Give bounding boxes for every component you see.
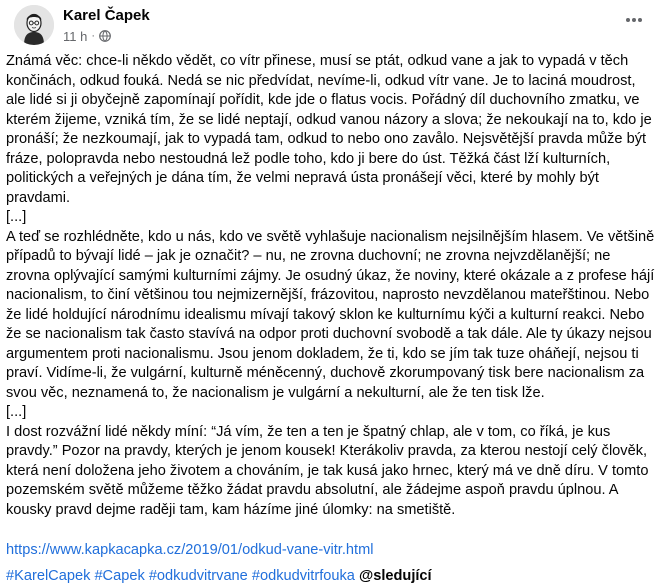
post-paragraph: Známá věc: chce-li někdo vědět, co vítr přinese, musí se ptát, odkud vane a jak to vypadá v těch končinách, odkud fouká. Nedá se nic předvídat, nevíme-li, odkud vítr vane. Je to laciná moudrost, ale lidé si ji obyčejně zapomínají pořídit, kde jde o flatus vocis. Pořádný díl duchovního zmatku, ve kterém žijeme, vzniká tím, že se lidé neptají, odkud vanou názory a slova; že nekoukají na to, kdo je pronáší; že nezkoumají, jak to vypadá tam, odkud to nebo ono zavålo. Nejsvětější pravda může být fráze, polopravda nebo nestoudná lež podle toho, kdo ji bere do úst. Těžká část lží kulturních, politických a veřejných je dána tím, že velmi nepravá ústa pronášejí věci, které by mohly být pravdami.: [6, 53, 652, 206]
post-ellipsis: [...]: [6, 404, 27, 420]
post-paragraph: I dost rozvážní lidé někdy míní: “Já vím, že ten a ten je špatný chlap, ale v tom, co říká, je kus pravdy.” Pozor na pravdy, kterých je jenom kousek! Kterákoliv pravda, za kterou nestojí celý člověk, která není doložena jeho životem a chováním, je tak kusá jako hrnec, který má ve dně díru. V tomto pozemském světě můžeme těžko žádat pravdu absolutní, ale žádejme aspoň pravdu úplnou. A kousky pravd dejme raději tam, kam házíme jiné úlomky: na smetiště.: [6, 423, 649, 518]
hashtag[interactable]: #odkudvitrvane: [148, 568, 248, 584]
post-timestamp[interactable]: 11 h: [63, 28, 88, 44]
post-paragraph: A teď se rozhlédněte, kdo u nás, kdo ve světě vyhlašuje nacionalism nejsilnějším hlasem. Ve většině případů to bývají lidé – jak je označit? – nu, ne zrovna duchovní; ne zrovna nejvzdělanější; ne zrovna oplývající samými kulturními zájmy. Je osudný úkaz, že noviny, které okázale a z profese hájí nacionalism, to činí většinou tou nejmizernější, frázovitou, naprosto nevzdělanou mateřštinou. Nebo že lidé holdující národnímu idealismu mívají takový sklon ke kulturnímu kýči a kulturní reakci. Nebo že se nacionalism tak často stavívá na odpor proti duchovní svobodě a tak dále. Ale ty úkazy nejsou argumentem proti nacionalismu. Jsou jenom dokladem, že ti, kdo se jím tak tuze oháňejí, nejsou ti praví. Vidíme-li, že vulgární, kulturně méněcenný, duchově zkorumpovaný tisk bere nacionalism za svou věc, neznamená to, že nacionalism je vulgární a nekulturní, ale že ten tisk lže.: [6, 228, 655, 401]
hashtag-line: [6, 568, 432, 584]
avatar-portrait-icon: [14, 5, 54, 45]
hashtag[interactable]: #Capek: [94, 568, 145, 584]
hashtag[interactable]: #KarelCapek: [6, 568, 91, 584]
globe-icon[interactable]: [99, 30, 111, 42]
author-name[interactable]: Karel Čapek: [63, 7, 150, 24]
followers-mention[interactable]: @sledující: [358, 568, 432, 584]
meta-separator: ·: [91, 30, 96, 42]
hashtag[interactable]: #odkudvitrfouka: [251, 568, 355, 584]
more-options-icon[interactable]: [620, 10, 648, 30]
article-link[interactable]: https://www.kapkacapka.cz/2019/01/odkud-vane-vitr.html: [6, 542, 374, 558]
post-ellipsis: [...]: [6, 209, 27, 225]
avatar[interactable]: [14, 5, 54, 45]
post-body: [6, 52, 656, 520]
post-meta: [63, 28, 111, 44]
post-header: [14, 0, 654, 44]
